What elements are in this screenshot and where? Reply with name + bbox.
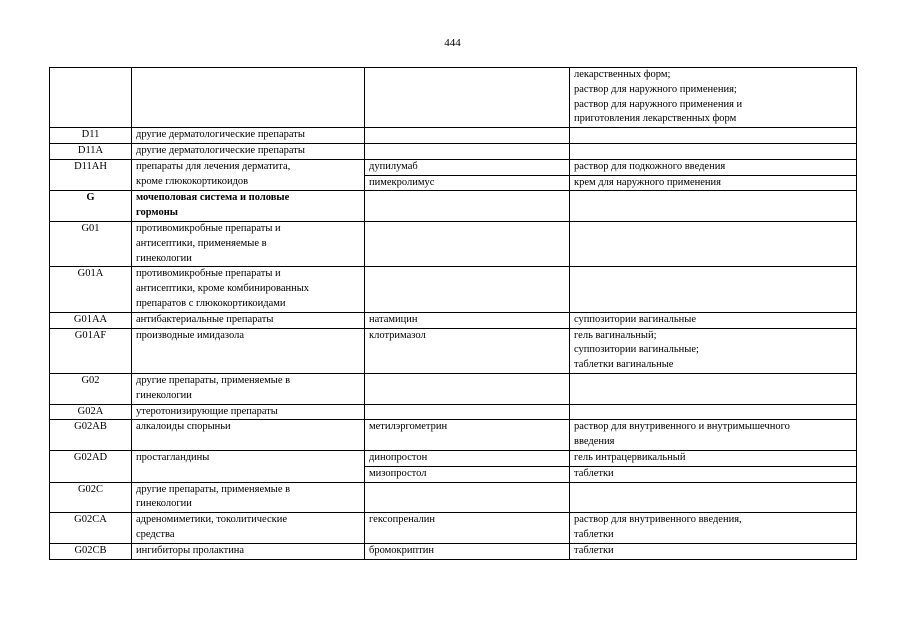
group-name-cell: [132, 143, 365, 159]
group-name-line: препаратов с глюкокортикоидами: [136, 297, 286, 309]
group-name-line: кроме глюкокортикоидов: [136, 175, 249, 187]
page-number: 444: [444, 37, 461, 49]
group-name-cell: [132, 543, 365, 559]
group-name-line: другие дерматологические препараты: [136, 129, 305, 141]
atc-code-cell: D11: [50, 128, 132, 144]
dosage-forms-cell: [570, 420, 857, 451]
group-name-cell: [132, 68, 365, 128]
drug-name-cell: пимекролимус: [365, 175, 570, 191]
group-name-line: гинекологии: [136, 252, 192, 264]
atc-code-cell: G01AF: [50, 328, 132, 373]
group-name-line: средства: [136, 528, 175, 540]
group-name-cell: [132, 312, 365, 328]
drug-name-cell: мизопростол: [365, 466, 570, 482]
table-row: [50, 191, 857, 222]
dosage-form-line: крем для наружного применения: [574, 176, 722, 188]
dosage-form-line: таблетки: [574, 544, 614, 556]
dosage-forms-cell: [570, 191, 857, 222]
group-name-line: мочеполовая система и половые: [136, 192, 290, 204]
group-name-cell: [132, 328, 365, 373]
group-name-line: антисептики, кроме комбинированных: [136, 283, 310, 295]
dosage-forms-cell: [570, 404, 857, 420]
atc-code-cell: G02: [50, 373, 132, 404]
table-row: [50, 450, 857, 466]
drug-name-cell: [365, 267, 570, 312]
table-row: [50, 404, 857, 420]
drug-name-cell: дупилумаб: [365, 159, 570, 175]
atc-code-cell: [50, 68, 132, 128]
group-name-line: утеротонизирующие препараты: [136, 405, 278, 417]
drug-name-cell: натамицин: [365, 312, 570, 328]
dosage-form-line: приготовления лекарственных форм: [574, 113, 737, 125]
dosage-form-line: раствор для подкожного введения: [574, 160, 726, 172]
dosage-forms-cell: [570, 450, 857, 466]
atc-code-cell: G02AB: [50, 420, 132, 451]
atc-code-cell: G02C: [50, 482, 132, 513]
drug-name-cell: [365, 191, 570, 222]
group-name-cell: [132, 404, 365, 420]
dosage-forms-cell: [570, 128, 857, 144]
group-name-cell: [132, 373, 365, 404]
dosage-form-line: раствор для наружного применения и: [574, 98, 743, 110]
drug-name-cell: [365, 128, 570, 144]
group-name-line: другие препараты, применяемые в: [136, 374, 291, 386]
drug-name-cell: гексопреналин: [365, 513, 570, 544]
table-row: [50, 482, 857, 513]
atc-code-cell: G01A: [50, 267, 132, 312]
dosage-forms-cell: [570, 482, 857, 513]
dosage-form-line: таблетки: [574, 528, 614, 540]
group-name-line: алкалоиды спорыньи: [136, 421, 231, 433]
dosage-forms-cell: [570, 143, 857, 159]
group-name-line: гинекологии: [136, 389, 192, 401]
dosage-forms-cell: [570, 267, 857, 312]
drug-name-cell: метилэргометрин: [365, 420, 570, 451]
group-name-cell: [132, 159, 365, 191]
dosage-form-line: лекарственных форм;: [574, 69, 671, 80]
drug-name-cell: [365, 221, 570, 266]
drug-name-cell: динопростон: [365, 450, 570, 466]
dosage-form-line: гель интрацервикальный: [574, 451, 686, 463]
dosage-forms-cell: [570, 466, 857, 482]
group-name-line: простагландины: [136, 451, 210, 463]
dosage-form-line: таблетки вагинальные: [574, 359, 674, 371]
group-name-cell: [132, 420, 365, 451]
drug-name-cell: клотримазол: [365, 328, 570, 373]
dosage-form-line: раствор для внутривенного и внутримышечного: [574, 421, 790, 433]
table-row: [50, 420, 857, 451]
atc-code-cell: G02A: [50, 404, 132, 420]
table-row: [50, 513, 857, 544]
group-name-cell: [132, 450, 365, 482]
atc-code-cell: G02AD: [50, 450, 132, 482]
table-row: [50, 143, 857, 159]
group-name-cell: [132, 128, 365, 144]
drug-name-cell: [365, 482, 570, 513]
table-row: [50, 373, 857, 404]
group-name-cell: [132, 482, 365, 513]
dosage-form-line: суппозитории вагинальные: [574, 313, 696, 325]
drug-name-cell: бромокриптин: [365, 543, 570, 559]
drug-table: [49, 67, 857, 560]
dosage-form-line: введения: [574, 436, 615, 448]
dosage-forms-cell: [570, 175, 857, 191]
group-name-line: другие препараты, применяемые в: [136, 483, 291, 495]
group-name-line: адреномиметики, токолитические: [136, 514, 288, 526]
drug-name-cell: [365, 373, 570, 404]
atc-code-cell: G02CB: [50, 543, 132, 559]
dosage-form-line: раствор для наружного применения;: [574, 83, 737, 95]
dosage-form-line: таблетки: [574, 467, 614, 479]
group-name-line: ингибиторы пролактина: [136, 544, 245, 556]
dosage-forms-cell: [570, 159, 857, 175]
dosage-forms-cell: [570, 373, 857, 404]
dosage-forms-cell: [570, 68, 857, 128]
atc-code-cell: G: [50, 191, 132, 222]
drug-name-cell: [365, 404, 570, 420]
dosage-form-line: гель вагинальный;: [574, 329, 657, 341]
dosage-forms-cell: [570, 328, 857, 373]
dosage-form-line: суппозитории вагинальные;: [574, 344, 699, 356]
dosage-forms-cell: [570, 312, 857, 328]
drug-name-cell: [365, 143, 570, 159]
table-row: [50, 267, 857, 312]
group-name-cell: [132, 191, 365, 222]
atc-code-cell: G01: [50, 221, 132, 266]
table-row: [50, 328, 857, 373]
atc-code-cell: D11A: [50, 143, 132, 159]
drug-name-cell: [365, 68, 570, 128]
table-row: [50, 68, 857, 128]
table-row: [50, 128, 857, 144]
group-name-line: противомикробные препараты и: [136, 268, 281, 280]
atc-code-cell: G01AA: [50, 312, 132, 328]
table-row: [50, 312, 857, 328]
group-name-cell: [132, 221, 365, 266]
group-name-line: производные имидазола: [136, 329, 245, 341]
group-name-line: антисептики, применяемые в: [136, 237, 267, 249]
table-row: [50, 159, 857, 175]
group-name-line: антибактериальные препараты: [136, 313, 274, 325]
dosage-forms-cell: [570, 221, 857, 266]
group-name-line: противомикробные препараты и: [136, 222, 281, 234]
atc-code-cell: D11AH: [50, 159, 132, 191]
table-row: [50, 221, 857, 266]
dosage-forms-cell: [570, 513, 857, 544]
group-name-cell: [132, 267, 365, 312]
dosage-forms-cell: [570, 543, 857, 559]
group-name-line: препараты для лечения дерматита,: [136, 160, 291, 172]
group-name-line: гинекологии: [136, 498, 192, 510]
atc-code-cell: G02CA: [50, 513, 132, 544]
group-name-line: гормоны: [136, 207, 178, 219]
group-name-cell: [132, 513, 365, 544]
table-row: [50, 543, 857, 559]
dosage-form-line: раствор для внутривенного введения,: [574, 514, 742, 526]
group-name-line: другие дерматологические препараты: [136, 144, 305, 156]
